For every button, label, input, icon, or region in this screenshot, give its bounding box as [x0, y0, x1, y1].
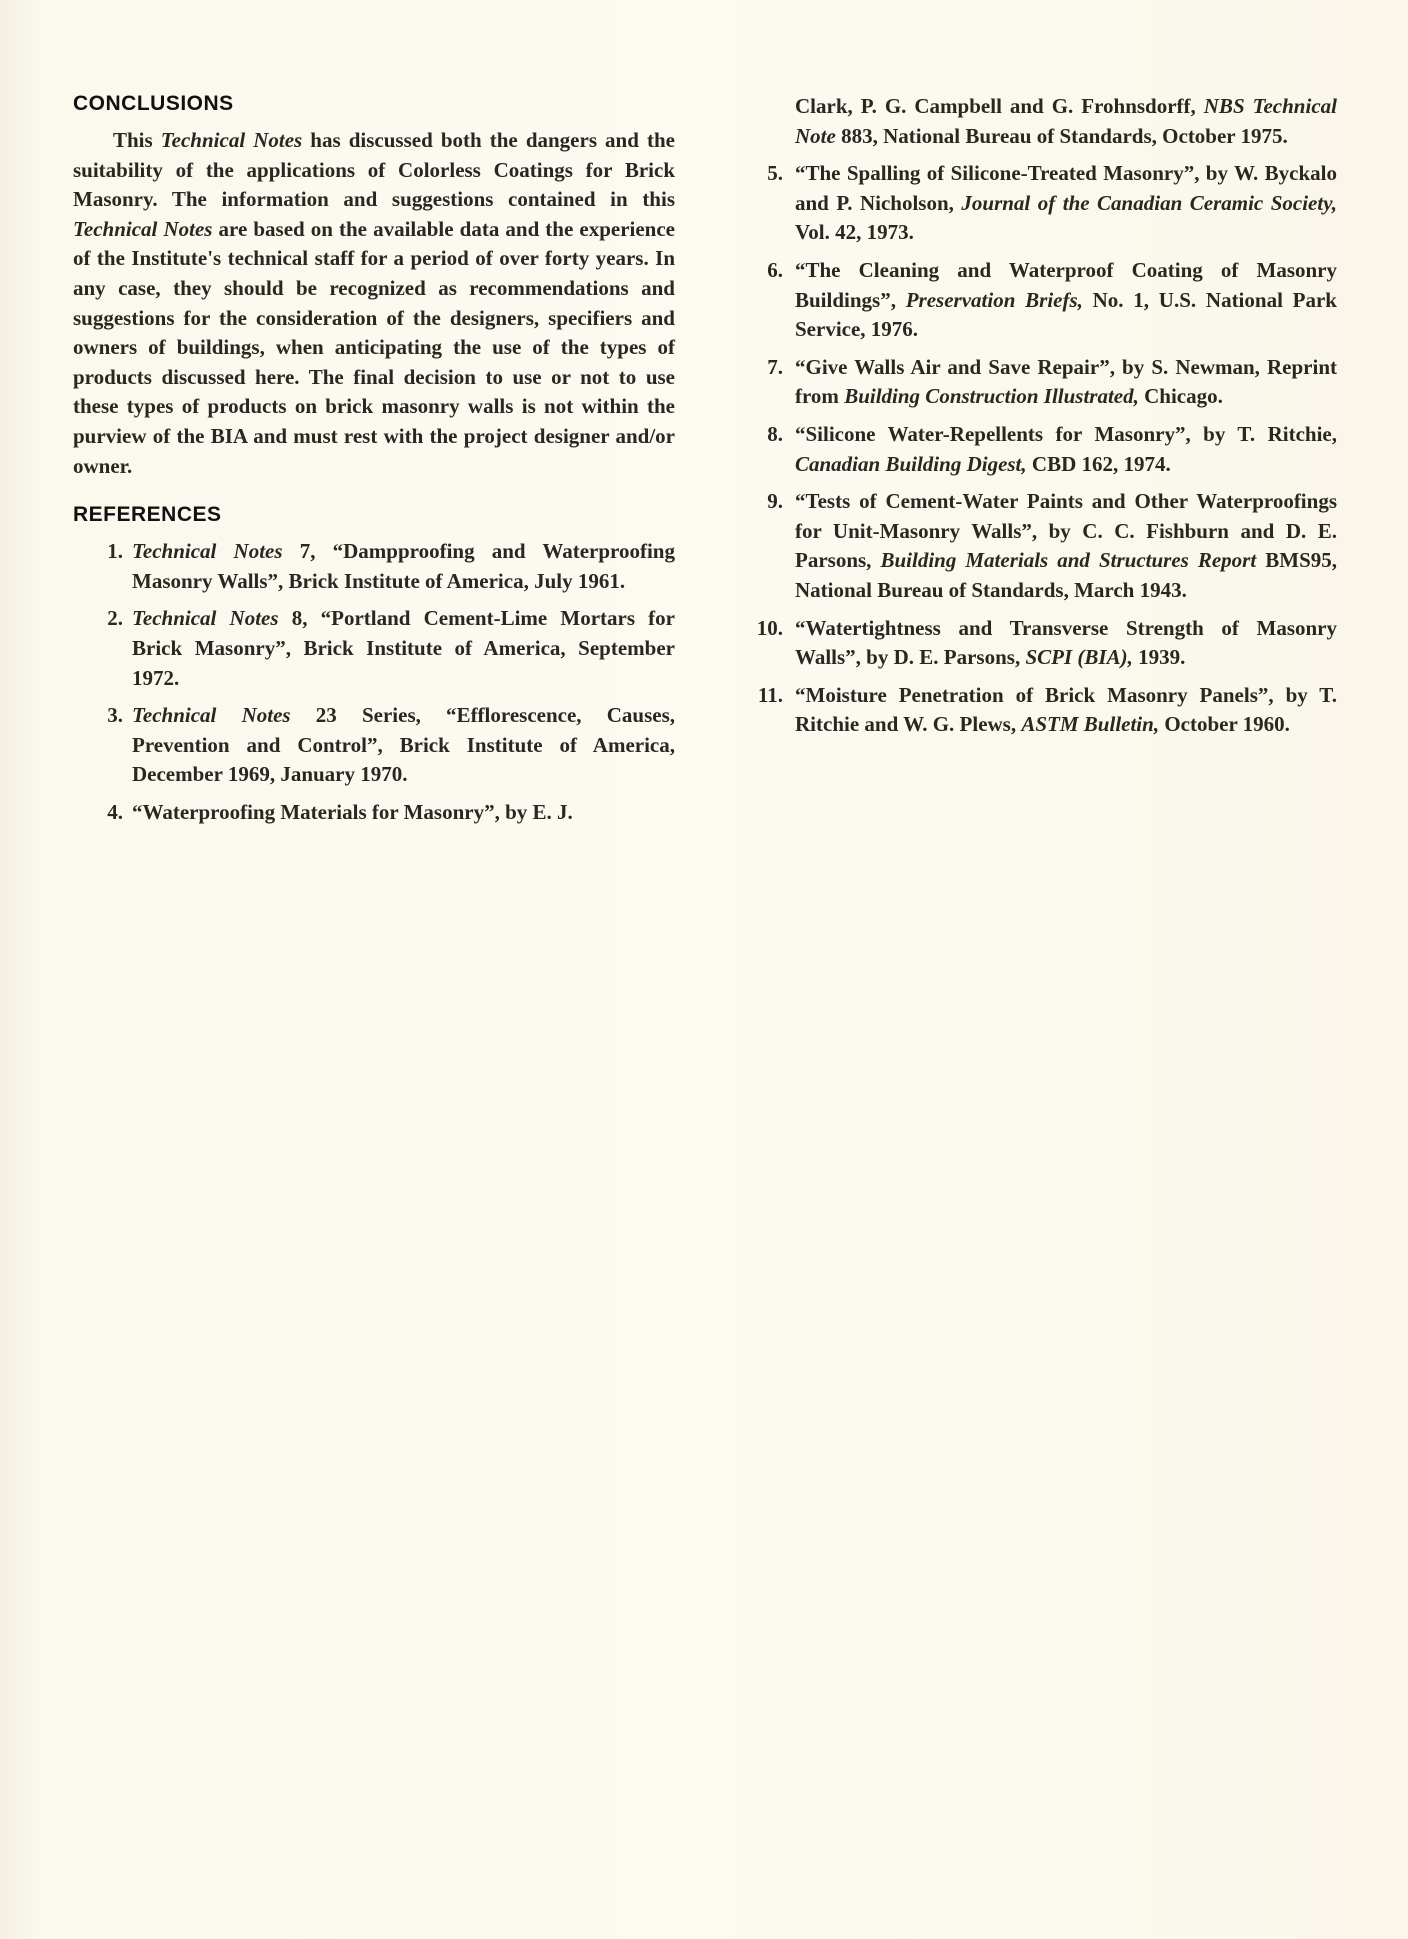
references-list — [73, 537, 675, 827]
reference-continuation: Clark, P. G. Campbell and G. Frohnsdorff, NBS Technical Note 883, National Bureau of Standards, October 1975. — [795, 94, 1337, 148]
reference-item: 8. “Silicone Water-Repellents for Masonry”, by T. Ritchie, Canadian Building Digest, CBD 162, 1974. — [767, 421, 1337, 476]
conclusions-paragraph: This Technical Notes has discussed both the dangers and the suitability of the applications of Colorless Coatings for Brick Masonry. The information and suggestions contained in this Technical Notes are based on the available data and the experience of the Institute's technical staff for a period of over forty years. In any case, they should be recognized as recommendations and suggestions for the consideration of the designers, specifiers and owners of buildings, when anticipating the use of the types of products discussed here. The final decision to use or not to use these types of products on brick masonry walls is not within the purview of the BIA and must rest with the project designer and/or owner. — [73, 128, 675, 478]
reference-item: 1. Technical Notes 7, “Dampproofing and Waterproofing Masonry Walls”, Brick Institute of America, July 1961. — [107, 539, 675, 593]
reference-item: 4. “Waterproofing Materials for Masonry”, by E. J. — [107, 799, 573, 824]
left-column — [73, 92, 675, 835]
reference-item: 6. “The Cleaning and Waterproof Coating of Masonry Buildings”, Preservation Briefs, No. 1, U.S. National Park Service, 1976. — [767, 257, 1337, 342]
reference-item: 11. “Moisture Penetration of Brick Masonry Panels”, by T. Ritchie and W. G. Plews, ASTM Bulletin, October 1960. — [757, 682, 1337, 737]
references-list-continued — [747, 159, 1337, 740]
reference-item: 3. Technical Notes 23 Series, “Efflorescence, Causes, Prevention and Control”, Brick Institute of America, December 1969, January 1970. — [107, 703, 675, 787]
reference-item: 10. “Watertightness and Transverse Strength of Masonry Walls”, by D. E. Parsons, SCPI (BIA), 1939. — [756, 615, 1337, 670]
conclusions-heading: CONCLUSIONS — [73, 92, 234, 115]
reference-item: 9. “Tests of Cement-Water Paints and Other Waterproofings for Unit-Masonry Walls”, by C. C. Fishburn and D. E. Parsons, Building Materials and Structures Report BMS95, National Bureau of Standards, March 1943. — [767, 489, 1337, 602]
references-heading: REFERENCES — [73, 503, 222, 527]
reference-item: 2. Technical Notes 8, “Portland Cement-Lime Mortars for Brick Masonry”, Brick Institute of America, September 1972. — [107, 606, 675, 690]
reference-item: 5. “The Spalling of Silicone-Treated Masonry”, by W. Byckalo and P. Nicholson, Journal of the Canadian Ceramic Society, Vol. 42, 1973. — [767, 161, 1337, 245]
reference-item: 7. “Give Walls Air and Save Repair”, by S. Newman, Reprint from Building Construction Illustrated, Chicago. — [767, 354, 1337, 409]
right-column — [747, 92, 1337, 748]
